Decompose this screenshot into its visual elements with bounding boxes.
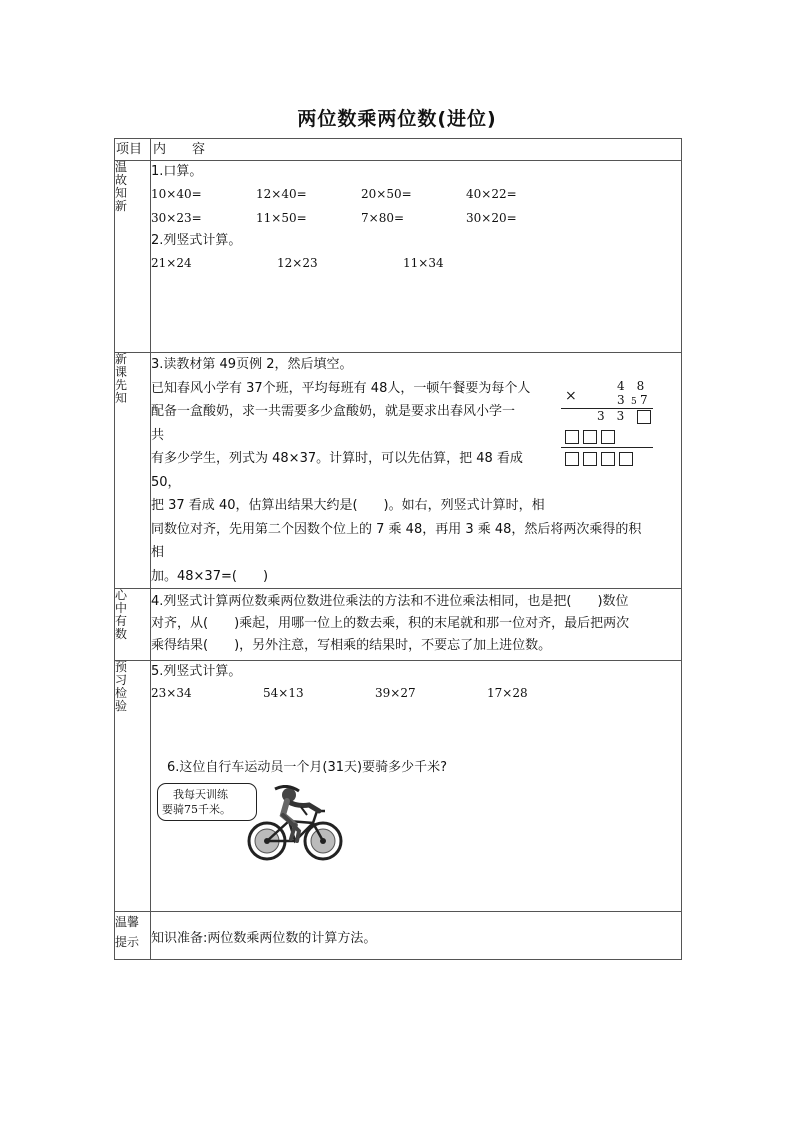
q1-item: 40×22=	[466, 187, 517, 201]
q1-item: 12×40=	[256, 187, 307, 201]
label-char: 预	[115, 660, 128, 674]
q1-item: 11×50=	[256, 211, 307, 225]
q1-item: 30×20=	[466, 211, 517, 225]
label-char: 数	[115, 627, 128, 641]
answer-box[interactable]	[619, 452, 633, 466]
label-char: 新	[115, 199, 128, 213]
label-char: 故	[115, 173, 128, 187]
q3-text-narrow	[151, 377, 546, 495]
q5-item: 39×27	[375, 686, 416, 700]
content-heart	[151, 589, 682, 661]
q5-item: 23×34	[151, 686, 192, 700]
label-char: 知	[115, 186, 128, 200]
row-tips	[115, 912, 682, 960]
q1-row-1	[151, 182, 681, 206]
cyclist-icon	[247, 785, 343, 863]
q1-item: 7×80=	[361, 211, 405, 225]
speech-bubble	[157, 783, 257, 821]
answer-box[interactable]	[637, 410, 651, 424]
q2-item: 11×34	[403, 256, 444, 270]
q1-item: 10×40=	[151, 187, 202, 201]
answer-box[interactable]	[601, 430, 615, 444]
content-preview-check	[151, 661, 682, 912]
q2-item: 12×23	[277, 256, 318, 270]
label-review	[115, 161, 151, 353]
label-line: 温馨	[115, 915, 140, 929]
label-tips	[115, 912, 151, 960]
q4-line: 4.列竖式计算两位数乘两位数进位乘法的方法和不进位乘法相同，也是把( )数位	[151, 594, 629, 609]
header-col-content: 内 容	[151, 139, 682, 161]
vertical-multiplication	[561, 381, 661, 471]
q2-row	[151, 251, 681, 275]
row-review	[115, 161, 682, 353]
vm-second-ones: 7	[640, 393, 648, 407]
label-preview-check	[115, 661, 151, 912]
q3-line: 已知春风小学有 37个班，平均每班有 48人，一顿午餐要为每个人	[151, 380, 531, 396]
q5-title: 5.列竖式计算。	[151, 664, 242, 679]
answer-box[interactable]	[583, 452, 597, 466]
q3-line: 加。48×37=( )	[151, 568, 269, 584]
vm-times: ×	[565, 388, 577, 404]
label-char: 习	[115, 673, 128, 687]
q5-item: 54×13	[263, 686, 304, 700]
label-char: 知	[115, 391, 128, 405]
answer-box[interactable]	[565, 452, 579, 466]
q5-row	[151, 682, 681, 704]
row-new-lesson	[115, 353, 682, 589]
label-line: 提示	[115, 935, 140, 949]
q6-title: 6.这位自行车运动员一个月(31天)要骑多少千米?	[167, 760, 447, 775]
vm-partial: 3 3	[597, 409, 625, 423]
content-tips	[151, 912, 682, 960]
q3-line: 共	[151, 427, 165, 443]
label-char: 检	[115, 686, 128, 700]
label-char: 验	[115, 699, 128, 713]
row-heart	[115, 589, 682, 661]
vm-line-2	[561, 447, 653, 448]
q1-item: 30×23=	[151, 211, 202, 225]
label-char: 新	[115, 352, 128, 366]
vm-carry: 5	[631, 397, 637, 407]
q1-item: 20×50=	[361, 187, 412, 201]
answer-box[interactable]	[601, 452, 615, 466]
label-char: 心	[115, 588, 128, 602]
vm-second-tens: 3	[617, 393, 625, 407]
label-char: 有	[115, 614, 128, 628]
answer-box[interactable]	[565, 430, 579, 444]
q4-line: 乘得结果( )，另外注意，写相乘的结果时，不要忘了加上进位数。	[151, 638, 552, 653]
bubble-line: 要骑75千米。	[162, 803, 231, 816]
vm-box-row-2	[565, 451, 637, 475]
label-char: 中	[115, 601, 128, 615]
q2-title: 2.列竖式计算。	[151, 233, 242, 248]
q1-row-2	[151, 206, 681, 230]
q5-item: 17×28	[487, 686, 528, 700]
page-title: 两位数乘两位数(进位)	[297, 108, 497, 130]
q3-line: 同数位对齐，先用第二个因数个位上的 7 乘 48，再用 3 乘 48，然后将两次乘得的积	[151, 521, 642, 537]
vm-box-row-0	[637, 409, 655, 433]
q1-title: 1.口算。	[151, 164, 203, 179]
q3-line: 50，	[151, 474, 181, 490]
label-new-lesson	[115, 353, 151, 589]
label-char: 课	[115, 365, 128, 379]
q4-line: 对齐，从( )乘起，用哪一位上的数去乘，积的末尾就和那一位对齐，最后把两次	[151, 616, 630, 631]
lesson-table	[114, 138, 682, 960]
q3-line: 相	[151, 545, 165, 560]
answer-box[interactable]	[583, 430, 597, 444]
label-char: 温	[115, 160, 128, 174]
label-char: 先	[115, 378, 128, 392]
q3-line: 配备一盒酸奶，求一共需要多少盒酸奶，就是要求出春风小学一	[151, 404, 516, 419]
table-header-row	[115, 139, 682, 161]
tips-text: 知识准备:两位数乘两位数的计算方法。	[151, 931, 377, 946]
label-heart	[115, 589, 151, 661]
q3-line: 有多少学生，列式为 48×37。计算时，可以先估算，把 48 看成	[151, 451, 523, 466]
q3-line: 把 37 看成 40，估算出结果大约是( )。如右，列竖式计算时，相	[151, 498, 545, 513]
content-review	[151, 161, 682, 353]
content-new-lesson	[151, 353, 682, 589]
row-preview-check	[115, 661, 682, 912]
q2-item: 21×24	[151, 256, 192, 270]
bubble-line: 我每天训练	[162, 788, 228, 801]
q3-title: 3.读教材第 49页例 2，然后填空。	[151, 357, 353, 372]
vm-box-row-1	[565, 429, 619, 453]
header-col-item: 项目	[115, 139, 151, 161]
vm-top: 4 8	[617, 379, 645, 393]
